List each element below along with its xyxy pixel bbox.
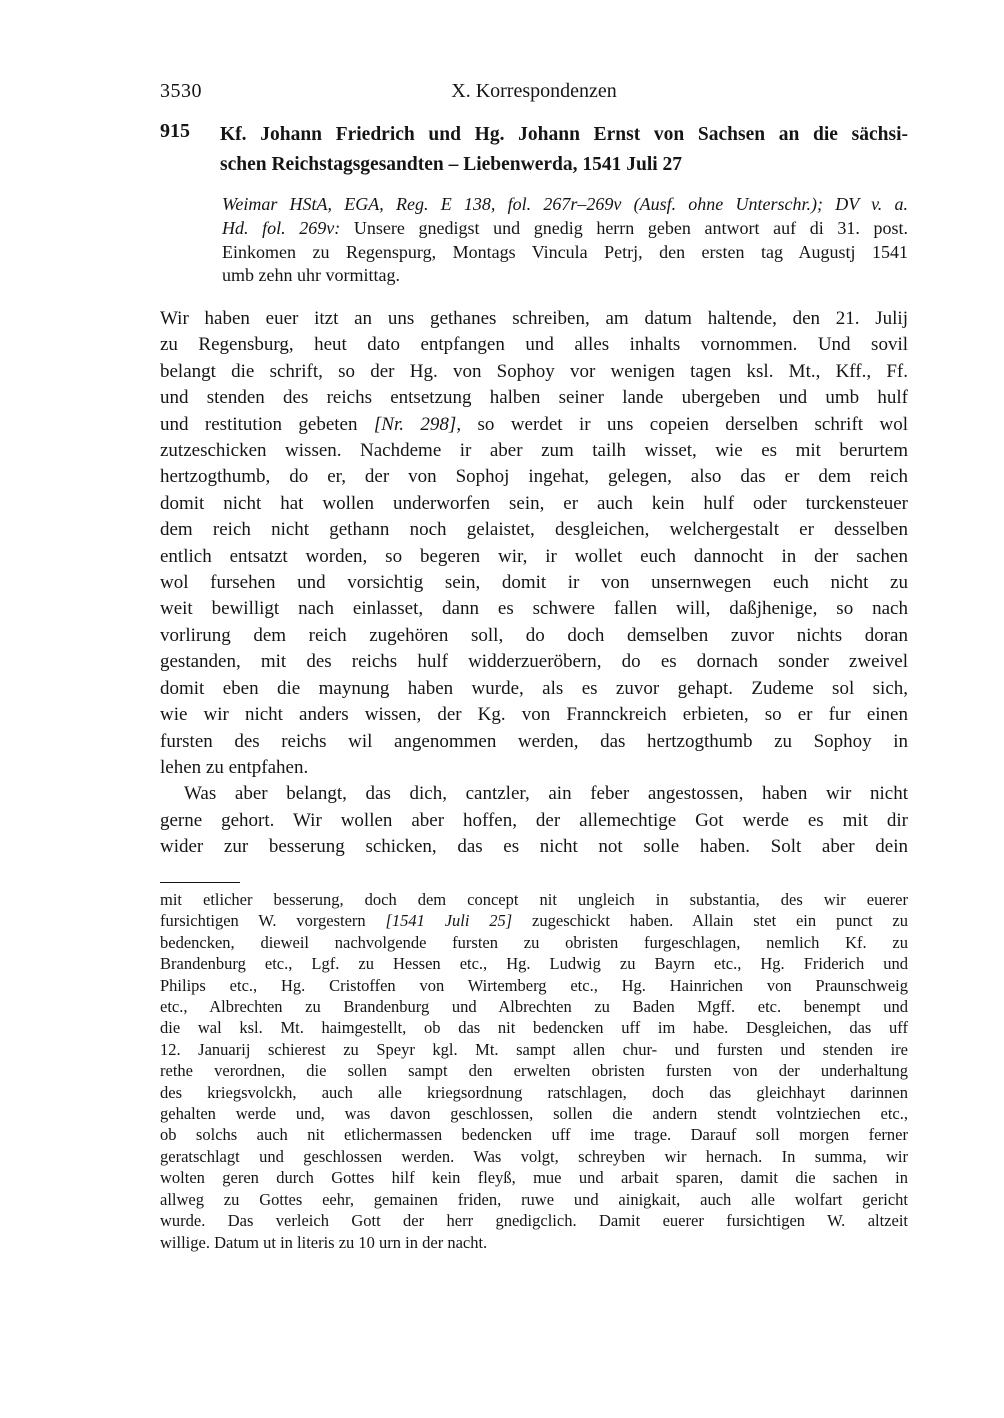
text-line: [222, 193, 908, 217]
text-segment: belangt die schrift, so der Hg. von Sophoy vor wenigen tagen ksl. Mt., Kff., Ff.: [160, 360, 908, 382]
text-segment: Philips etc., Hg. Cristoffen von Wirtemberg etc., Hg. Hainrichen von Praunschweig: [160, 975, 908, 995]
text-line: [160, 385, 908, 411]
text-line: [160, 755, 908, 781]
text-line: [160, 889, 908, 910]
text-line: [160, 464, 908, 490]
text-line: [160, 996, 908, 1017]
text-line: [160, 1082, 908, 1103]
text-line: [160, 932, 908, 953]
text-line: [160, 975, 908, 996]
text-segment: Was aber belangt, das dich, cantzler, ain feber angestossen, haben wir nicht: [184, 783, 908, 805]
text-line: [160, 570, 908, 596]
text-segment: zugeschickt haben. Allain stet ein punct zu: [512, 911, 908, 931]
italic-text-segment: [1541 Juli 25]: [385, 911, 513, 931]
text-segment: die wal ksl. Mt. haimgestellt, ob das nit bedencken uff im habe. Desgleichen, das uff: [160, 1018, 908, 1038]
text-segment: wurde. Das verleich Gott der herr gnedigclich. Damit euerer fursichtigen W. altzeit: [160, 1211, 908, 1231]
text-line: [160, 1232, 908, 1253]
text-line: [160, 834, 908, 860]
text-segment: und restitution gebeten: [160, 413, 374, 435]
text-segment: gehalten werde und, was davon geschlossen, sollen die andern stendt volntziechen etc.,: [160, 1104, 908, 1124]
text-line: [222, 217, 908, 241]
text-line: [160, 491, 908, 517]
text-line: [160, 1124, 908, 1145]
running-header: [160, 80, 908, 106]
text-segment: entlich entsatzt worden, so begeren wir, ir wollet euch dannocht in der sachen: [160, 545, 908, 567]
text-line: [160, 359, 908, 385]
text-line: [160, 544, 908, 570]
text-line: [160, 702, 908, 728]
text-segment: Einkomen zu Regenspurg, Montags Vincula Petrj, den ersten tag Augustj 1541: [222, 241, 908, 262]
text-line: [160, 517, 908, 543]
text-line: [160, 1039, 908, 1060]
text-line: [222, 241, 908, 265]
italic-text-segment: Weimar HStA, EGA, Reg. E 138, fol. 267r–269v (Ausf. ohne Unterschr.); DV v. a.: [222, 194, 908, 214]
entry-heading: [160, 120, 908, 180]
text-line: [160, 729, 908, 755]
text-segment: allweg zu Gottes eehr, gemainen friden, ruwe und ainigkait, auch alle wolfart gericht: [160, 1189, 908, 1209]
source-note: [222, 193, 908, 288]
text-segment: Kf. Johann Friedrich und Hg. Johann Ernst von Sachsen an die sächsi-: [220, 124, 908, 145]
text-segment: vorlirung dem reich zugehören soll, do doch demselben zuvor nichts doran: [160, 624, 908, 646]
text-segment: schen Reichstagsgesandten – Liebenwerda, 1541 Juli 27: [220, 154, 683, 175]
entry-number: 915: [160, 120, 190, 142]
text-segment: umb zehn uhr vormittag.: [222, 265, 400, 286]
italic-text-segment: [Nr. 298]: [373, 413, 457, 435]
text-segment: wider zur besserung schicken, das es nicht not solle haben. Solt aber dein: [160, 836, 908, 858]
text-segment: willige. Datum ut in literis zu 10 urn in der nacht.: [160, 1232, 488, 1252]
letter-body: [160, 306, 908, 861]
text-line: [160, 953, 908, 974]
text-line: [220, 150, 908, 180]
text-segment: fursichtigen W. vorgestern: [160, 911, 386, 931]
text-segment: Unsere gnedigst und gnedig herrn geben antwort auf di 31. post.: [340, 217, 908, 238]
text-segment: wie wir nicht anders wissen, der Kg. von Frannckreich erbieten, so er fur einen: [160, 704, 908, 726]
text-line: [160, 1146, 908, 1167]
text-line: [160, 623, 908, 649]
text-segment: bedencken, dieweil nachvolgende fursten zu obristen furgeschlagen, nemlich Kf. zu: [160, 932, 908, 952]
running-head-title: X. Korrespondenzen: [451, 80, 617, 102]
text-line: [160, 332, 908, 358]
text-line: [160, 910, 908, 931]
text-segment: des kriegsvolckh, auch alle kriegsordnung ratschlagen, doch das gleichhayt darinnen: [160, 1082, 908, 1102]
text-segment: gerne gehort. Wir wollen aber hoffen, der allemechtige Got werde es mit dir: [160, 809, 908, 831]
text-line: [160, 1167, 908, 1188]
text-segment: etc., Albrechten zu Brandenburg und Albrechten zu Baden Mgff. etc. benempt und: [160, 997, 908, 1017]
text-line: [160, 306, 908, 332]
text-segment: dem reich nicht gethann noch gelaistet, desgleichen, welchergestalt er desselben: [160, 519, 908, 541]
text-segment: mit etlicher besserung, doch dem concept nit ungleich in substantia, des wir euerer: [160, 890, 908, 909]
text-segment: fursten des reichs wil angenommen werden, das hertzogthumb zu Sophoy in: [160, 730, 908, 752]
text-segment: wolten geren durch Gottes hilf kein fleyß, mue und arbait sparen, damit die sachen in: [160, 1168, 908, 1188]
text-line: [160, 808, 908, 834]
text-segment: rethe verordnen, die sollen sampt den erwelten obristen fursten von der underhaltung: [160, 1061, 908, 1081]
paragraph: [160, 306, 908, 781]
paragraph: [160, 781, 908, 860]
text-line: [160, 649, 908, 675]
text-segment: lehen zu entpfahen.: [160, 756, 309, 778]
text-segment: wol fursehen und vorsichtig sein, domit ir von unsernwegen euch nicht zu: [160, 572, 908, 594]
text-line: [160, 438, 908, 464]
text-segment: weit bewilligt nach einlasset, dann es schwere fallen will, daßjhenige, so nach: [160, 598, 908, 620]
text-segment: geratschlagt und geschlossen werden. Was volgt, schreyben wir hernach. In summa, wir: [160, 1146, 908, 1166]
text-segment: hertzogthumb, do er, der von Sophoj ingehat, gelegen, also das er dem reich: [160, 466, 908, 488]
text-line: [160, 781, 908, 807]
text-segment: zu Regensburg, heut dato entpfangen und alles inhalts vornommen. Und sovil: [160, 334, 908, 356]
footnote-text: [160, 889, 908, 1253]
text-segment: zutzeschicken wissen. Nachdeme ir aber zum tailh wisset, wie es mit berurtem: [160, 440, 908, 462]
text-segment: und stenden des reichs entsetzung halben seiner lande ubergeben und umb hulf: [160, 387, 908, 409]
entry-title: [220, 120, 908, 180]
text-segment: domit nicht hat wollen underworfen sein, er auch kein hulf oder turckensteuer: [160, 492, 908, 514]
text-line: [160, 1060, 908, 1081]
text-line: [160, 1210, 908, 1231]
text-segment: Wir haben euer itzt an uns gethanes schreiben, am datum haltende, den 21. Julij: [160, 308, 908, 329]
text-segment: gestanden, mit des reichs hulf widderzueröbern, do es dornach sonder zweivel: [160, 651, 908, 673]
text-line: [160, 1103, 908, 1124]
footnote-separator-rule: [160, 882, 240, 883]
text-segment: domit eben die maynung haben wurde, als es zuvor gehapt. Zudeme sol sich,: [160, 677, 908, 699]
text-line: [160, 1189, 908, 1210]
text-line: [220, 120, 908, 150]
text-segment: ob solchs auch nit etlichermassen bedencken uff ime trage. Darauf soll morgen ferner: [160, 1125, 908, 1145]
text-segment: Brandenburg etc., Lgf. zu Hessen etc., Hg. Ludwig zu Bayrn etc., Hg. Friderich und: [160, 954, 908, 974]
text-line: [160, 676, 908, 702]
italic-text-segment: Hd. fol. 269v:: [222, 217, 341, 238]
text-segment: , so werdet ir uns copeien derselben schrift wol: [456, 413, 908, 435]
text-line: [222, 264, 908, 288]
text-line: [160, 412, 908, 438]
text-line: [160, 596, 908, 622]
text-segment: 12. Januarij schierest zu Speyr kgl. Mt. sampt allen chur- und fursten und stenden ire: [160, 1039, 908, 1059]
text-line: [160, 1017, 908, 1038]
page-number: 3530: [160, 80, 202, 102]
